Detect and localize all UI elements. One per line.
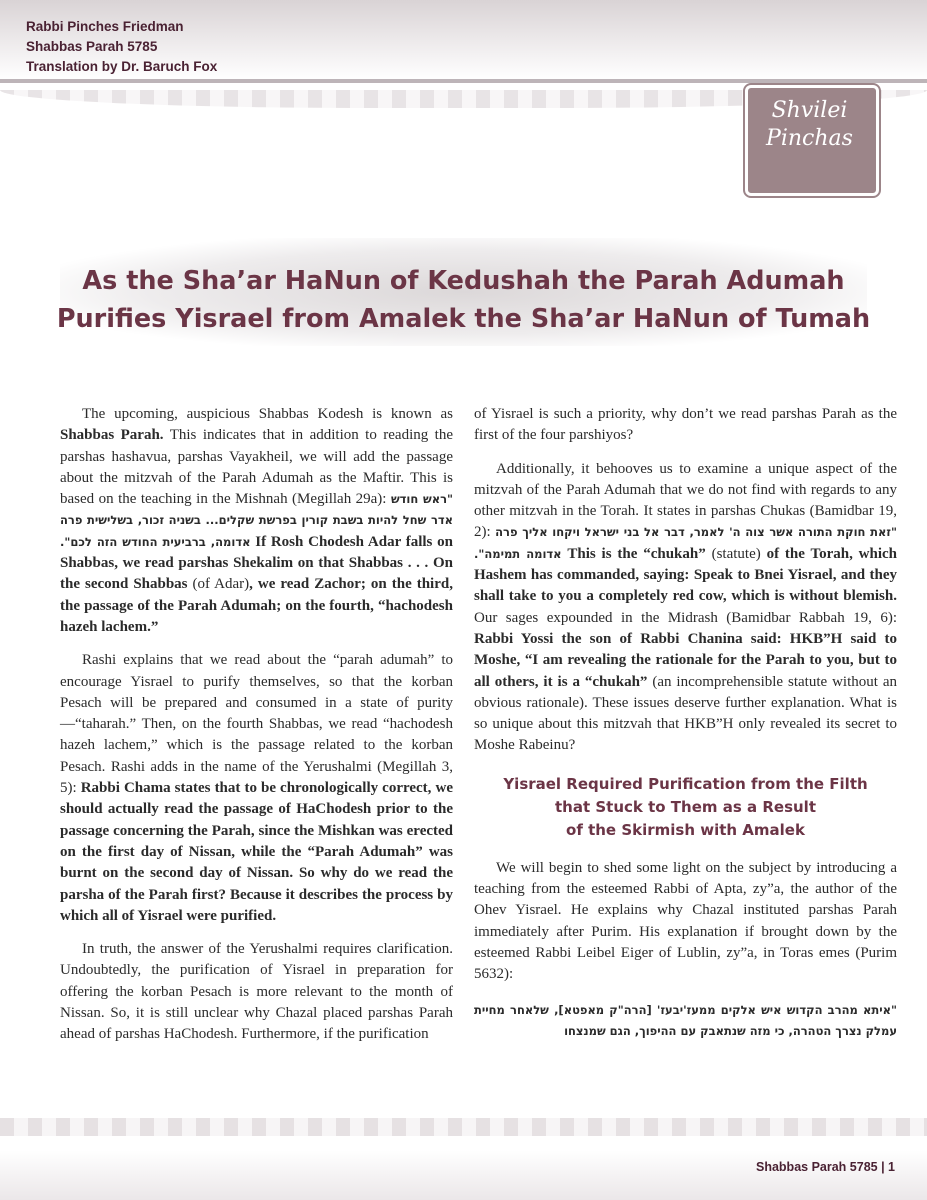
body-paragraph: [60, 404, 453, 638]
bold-text: Shabbas Parah.: [60, 427, 164, 444]
section-subheading: [474, 773, 897, 842]
bold-text: Rabbi Yossi the son of Rabbi Chanina said: HKB”H said to Moshe, “I am revealing the rationale for the Parah to you, but to all others, it is a “chukah”: [474, 630, 897, 690]
body-paragraph: [474, 404, 897, 447]
text-run: Additionally, it behooves us to examine a unique aspect of the mitzvah of the Parah Adumah that we do not find with regards to any other mitzvah in the Torah. It states in parshas Chukas (Bamidbar 19, 2):: [474, 460, 897, 541]
body-paragraph: [474, 858, 897, 986]
logo-line2: Pinchas: [766, 126, 853, 151]
body-paragraph: [60, 650, 453, 927]
text-run: The upcoming, auspicious Shabbas Kodesh is known as: [82, 406, 453, 422]
subheading-line3: of the Skirmish with Amalek: [566, 820, 805, 839]
text-run: of Yisrael is such a priority, why don’t we read parshas Parah as the first of the four parshiyos?: [474, 406, 897, 444]
text-run: (an incomprehensible statute without an obvious rationale). These issues deserve further explanation. What is so unique about this mitzvah that HKB”H only revealed its secret to Moshe Rabeinu?: [474, 673, 897, 754]
body-paragraph: [474, 459, 897, 757]
logo-line1: Shvilei: [771, 98, 848, 123]
hebrew-citation: "ראש חודש אדר שחל להיות בשבת קורין בפרשת שקלים... בשניה זכור, בשלישית פרה אדומה, ברביעית החודש הזה לכם".: [60, 492, 454, 549]
text-run: In truth, the answer of the Yerushalmi requires clarification. Undoubtedly, the purification of Yisrael in preparation for offering the korban Pesach is more relevant to the month of Nissan. So, it is still unclear why Chazal placed parshas Parah ahead of parshas HaChodesh. Furthermore, if the purification: [60, 941, 453, 1043]
subheading-line1: Yisrael Required Purification from the Filth: [503, 774, 868, 793]
header-info: [26, 17, 217, 77]
text-run: (of Adar): [187, 576, 250, 593]
body-paragraph: [60, 939, 453, 1045]
page-number-label: Shabbas Parah 5785 | 1: [756, 1160, 895, 1174]
hebrew-quote: "איתא מהרב הקדוש איש אלקים ממעז'יבעז' [הרה"ק מאפטא], שלאחר מחיית עמלק נצרך הטהרה, כי מזה שנתאבק עם ההיפוך, הגם שמנצחו: [474, 1002, 897, 1038]
text-run: Our sages expounded in the Midrash (Bamidbar Rabbah 19, 6):: [474, 609, 897, 626]
edition-label: Shabbas Parah 5785: [26, 39, 158, 54]
bold-text: , we read Zachor; on the third, the passage of the Parah Adumah; on the fourth, “hachodesh hazeh lachem.”: [60, 576, 453, 635]
text-run: We will begin to shed some light on the subject by introducing a teaching from the esteemed Rabbi of Apta, zy”a, the author of the Ohev Yisrael. He explains why Chazal instituted parshas Parah immediately after Purim. His explanation if brought down by the esteemed Rabbi Leibel Eiger of Lublin, zy”a, in Toras emes (Purim 5632):: [474, 859, 897, 983]
logo-text: [737, 97, 882, 153]
subheading-line2: that Stuck to Them as a Result: [555, 797, 816, 816]
text-run: (statute): [705, 545, 767, 562]
left-column: [60, 404, 453, 1058]
footer-ornament: [0, 1118, 927, 1136]
bold-text: Rabbi Chama states that to be chronologically correct, we should actually read the passage of HaChodesh prior to the passage concerning the Parah, since the Mishkan was erected on the first day of Nissan, while the “Parah Adumah” was burnt on the second day of Nissan. So why do we read the parsha of the Parah first? Because it describes the process by which all of Yisrael were purified.: [60, 780, 453, 924]
shvilei-pinchas-logo: [737, 75, 882, 205]
text-run: Rashi explains that we read about the “parah adumah” to encourage Yisrael to purify themselves, so that the korban Pesach will be prepared and consumed in a state of purity—“taharah.” Then, on the fourth Shabbas, we read “hachodesh hazeh lachem,” which is the passage related to the korban Pesach. Rashi adds in the name of the Yerushalmi (Megillah 3, 5):: [60, 652, 453, 797]
translator-credit: Translation by Dr. Baruch Fox: [26, 59, 218, 74]
right-column: [474, 404, 897, 1042]
hebrew-citation: "זאת חוקת התורה אשר צוה ה' לאמר, דבר אל בני ישראל ויקחו אליך פרה אדומה תמימה".: [474, 525, 897, 561]
right-column-paragraphs: [474, 404, 897, 757]
title-line2: Purifies Yisrael from Amalek the Sha’ar HaNun of Tumah: [56, 304, 871, 334]
title-line1: As the Sha’ar HaNun of Kedushah the Parah Adumah: [82, 266, 845, 296]
author-name: Rabbi Pinches Friedman: [26, 19, 184, 34]
footer-band: [0, 1150, 927, 1200]
right-column-paragraphs-after: [474, 858, 897, 986]
bold-text: This is the “chukah”: [561, 545, 706, 562]
page-title: [0, 262, 927, 338]
left-column-paragraphs: [60, 404, 453, 1046]
bold-text: If Rosh Chodesh Adar falls on Shabbas, we read parshas Shekalim on that Shabbas . . . On the second Shabbas: [60, 533, 453, 593]
bold-text: of the Torah, which Hashem has commanded, saying: Speak to Bnei Yisrael, and they shall take to you a completely red cow, which is without blemish.: [474, 545, 897, 605]
text-run: This indicates that in addition to reading the parshas hashavua, parshas Vayakheil, we will add the passage about the mitzvah of the Parah Adumah as the Maftir. This is based on the teaching in the Mishnah (Megillah 29a):: [60, 427, 453, 508]
